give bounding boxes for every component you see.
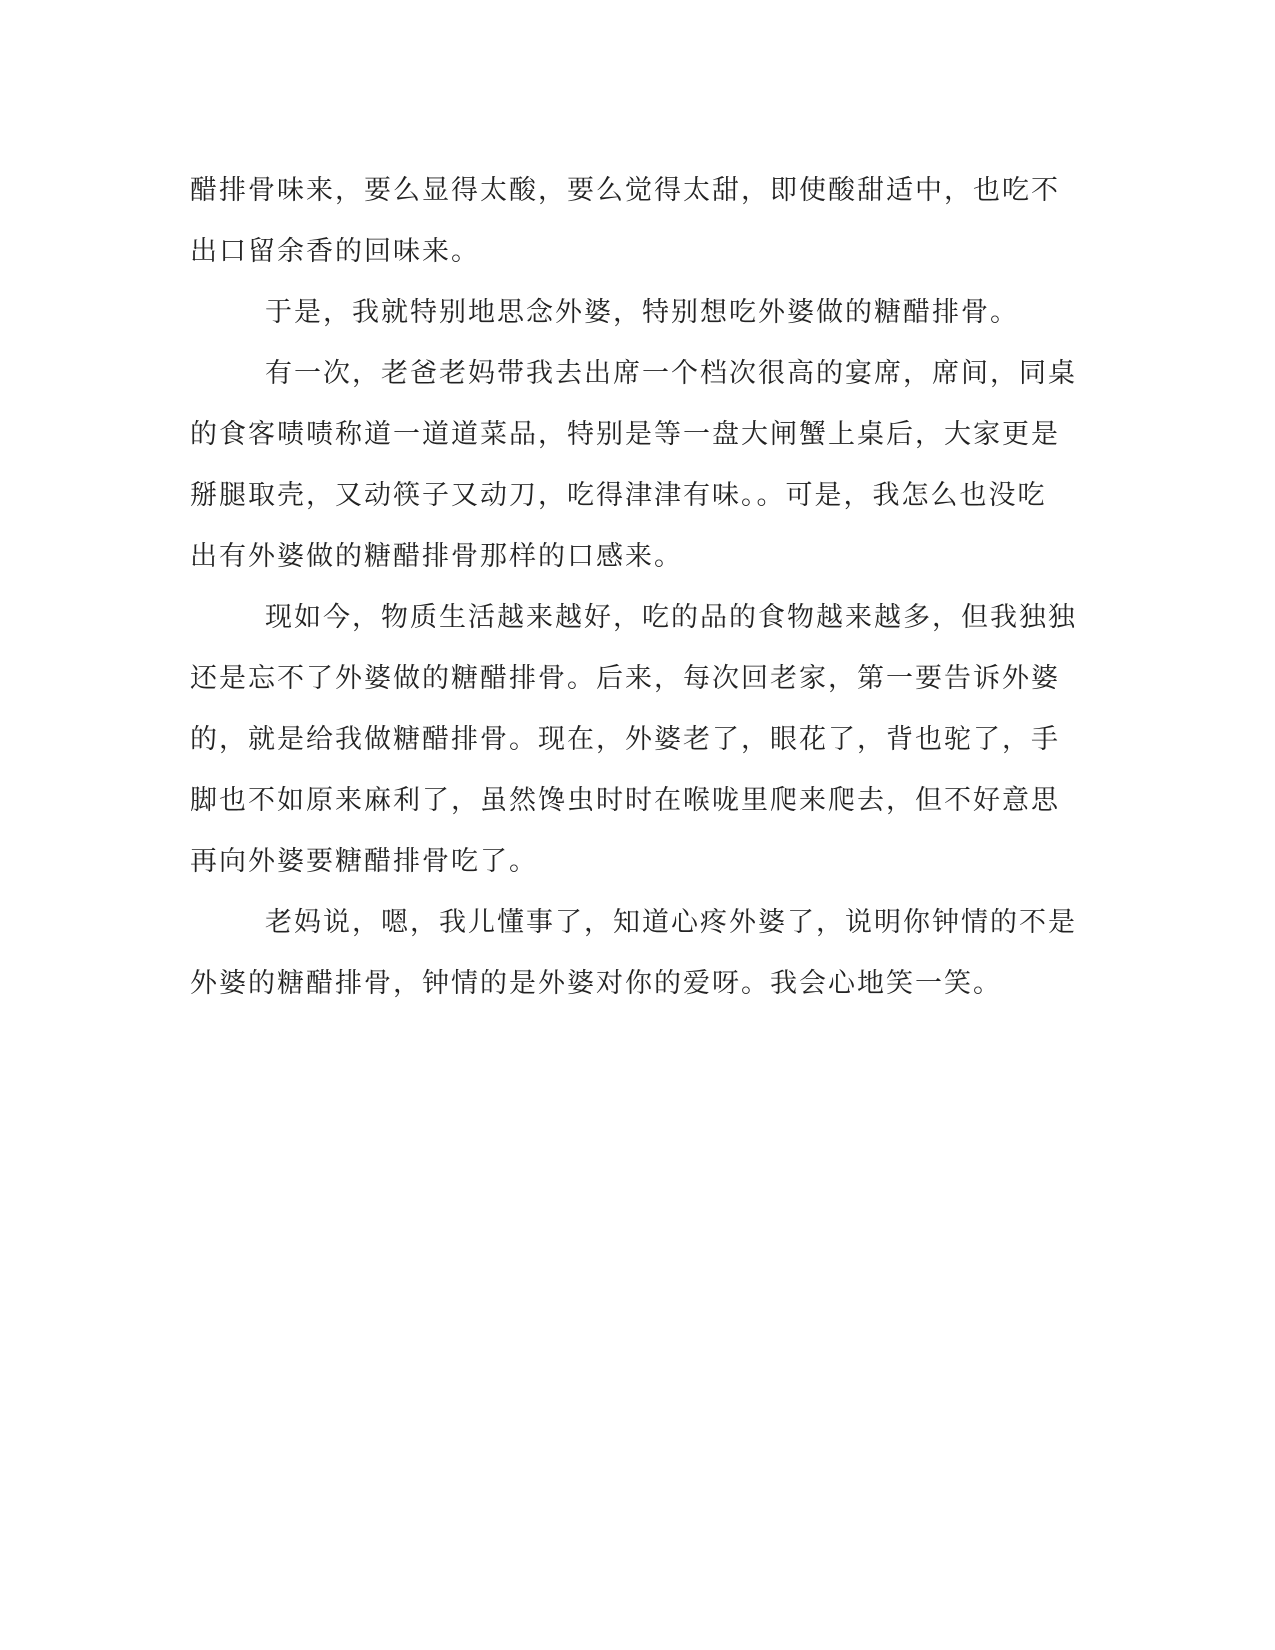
paragraph-2 xyxy=(190,282,1085,343)
text-line: 有一次，老爸老妈带我去出席一个档次很高的宴席，席间，同桌 xyxy=(265,358,1077,389)
text-line: 再向外婆要糖醋排骨吃了。 xyxy=(190,846,538,877)
text-line: 于是，我就特别地思念外婆，特别想吃外婆做的糖醋排骨。 xyxy=(265,297,1019,328)
body-text xyxy=(190,160,1085,1014)
paragraph-5 xyxy=(190,892,1085,1014)
text-line: 还是忘不了外婆做的糖醋排骨。后来，每次回老家，第一要告诉外婆 xyxy=(190,663,1060,694)
text-line: 的食客啧啧称道一道道菜品，特别是等一盘大闸蟹上桌后，大家更是 xyxy=(190,419,1060,450)
text-line: 老妈说，嗯，我儿懂事了，知道心疼外婆了，说明你钟情的不是 xyxy=(265,907,1077,938)
text-line: 醋排骨味来，要么显得太酸，要么觉得太甜，即使酸甜适中，也吃不 xyxy=(190,175,1060,206)
paragraph-1 xyxy=(190,160,1085,282)
paragraph-3 xyxy=(190,343,1085,587)
text-line: 出有外婆做的糖醋排骨那样的口感来。 xyxy=(190,541,683,572)
text-line: 出口留余香的回味来。 xyxy=(190,236,480,267)
text-line: 外婆的糖醋排骨，钟情的是外婆对你的爱呀。我会心地笑一笑。 xyxy=(190,968,1002,999)
paragraph-4 xyxy=(190,587,1085,892)
text-line: 现如今，物质生活越来越好，吃的品的食物越来越多，但我独独 xyxy=(265,602,1077,633)
text-line: 掰腿取壳，又动筷子又动刀，吃得津津有味。。可是，我怎么也没吃 xyxy=(190,480,1047,511)
text-line: 的，就是给我做糖醋排骨。现在，外婆老了，眼花了，背也驼了，手 xyxy=(190,724,1060,755)
text-line: 脚也不如原来麻利了，虽然馋虫时时在喉咙里爬来爬去，但不好意思 xyxy=(190,785,1060,816)
